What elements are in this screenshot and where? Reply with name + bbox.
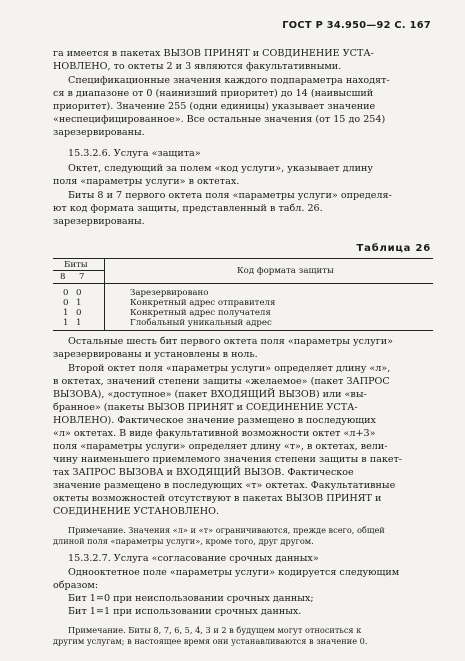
text-line: ся в диапазоне от 0 (наинизший приоритет) до 14 (наивысший bbox=[53, 88, 374, 99]
text-line: в октетах, значений степени защиты «желаемое» (пакет ЗАПРОС bbox=[53, 376, 390, 387]
text-line: Второй октет поля «параметры услуги» определяет длину «л», bbox=[68, 363, 391, 374]
text-line: га имеется в пакетах ВЫЗОВ ПРИНЯТ и СОВДИНЕНИЕ УСТА- bbox=[53, 48, 374, 59]
table-head-bit8: 8 bbox=[60, 272, 66, 282]
table-head-code: Код формата защиты bbox=[237, 266, 334, 276]
text-line: «л» октетах. В виде факультативной возможности октет «л+3» bbox=[53, 428, 376, 439]
table-cell-b7: 0 bbox=[76, 288, 82, 298]
note-line: другим услугам; в настоящее время они устанавливаются в значение 0. bbox=[53, 636, 368, 646]
table-head-bits: Биты bbox=[64, 260, 88, 270]
table-cell-code: Конкретный адрес получателя bbox=[130, 308, 271, 318]
text-line: значение размещено в последующих «т» октетах. Факультативные bbox=[53, 480, 396, 491]
table-head-bit7: 7 bbox=[79, 272, 85, 282]
text-line: зарезервированы. bbox=[53, 127, 145, 138]
text-line: НОВЛЕНО, то октеты 2 и 3 являются факультативными. bbox=[53, 61, 342, 72]
table-title: Таблица 26 bbox=[356, 243, 431, 254]
table-cell-b7: 1 bbox=[76, 318, 82, 328]
table-col-divider bbox=[104, 258, 105, 330]
text-line: СОЕДИНЕНИЕ УСТАНОВЛЕНО. bbox=[53, 506, 220, 517]
text-line: поля «параметры услуги» определяет длину «т», в октетах, вели- bbox=[53, 441, 388, 452]
table-cell-b8: 0 bbox=[63, 298, 69, 308]
text-line: октеты возможностей отсутствуют в пакетах ВЫЗОВ ПРИНЯТ и bbox=[53, 493, 382, 504]
text-line: ют код формата защиты, представленный в табл. 26. bbox=[53, 203, 323, 214]
table-cell-b8: 0 bbox=[63, 288, 69, 298]
text-line: зарезервированы. bbox=[53, 216, 145, 227]
page-header: ГОСТ Р 34.950—92 С. 167 bbox=[282, 20, 431, 31]
text-line: тах ЗАПРОС ВЫЗОВА и ВХОДЯЩИЙ ВЫЗОВ. Фактическое bbox=[53, 467, 354, 478]
table-cell-b7: 1 bbox=[76, 298, 82, 308]
table-cell-b8: 1 bbox=[63, 318, 69, 328]
text-line: ВЫЗОВА), «доступное» (пакет ВХОДЯЩИЙ ВЫЗОВ) или «вы- bbox=[53, 389, 367, 400]
text-line: Бит 1=0 при неиспользовании срочных данных; bbox=[68, 593, 314, 604]
text-line: Спецификационные значения каждого подпараметра находят- bbox=[68, 75, 390, 86]
text-line: чину наименьшего приемлемого значения степени защиты в пакет- bbox=[53, 454, 403, 465]
table-bits-subrule bbox=[53, 270, 104, 271]
section-heading: 15.3.2.6. Услуга «защита» bbox=[68, 148, 201, 159]
table-cell-b8: 1 bbox=[63, 308, 69, 318]
table-cell-code: Зарезервировано bbox=[130, 288, 209, 298]
text-line: Однооктетное поле «параметры услуги» кодируется следующим bbox=[68, 567, 400, 578]
table-cell-code: Конкретный адрес отправителя bbox=[130, 298, 276, 308]
note-line: Примечание. Значения «л» и «т» ограничиваются, прежде всего, общей bbox=[68, 525, 385, 535]
table-cell-b7: 0 bbox=[76, 308, 82, 318]
text-line: Бит 1=1 при использовании срочных данных. bbox=[68, 606, 302, 617]
text-line: Биты 8 и 7 первого октета поля «параметры услуги» определя- bbox=[68, 190, 392, 201]
text-line: Остальные шесть бит первого октета поля «параметры услуги» bbox=[68, 336, 394, 347]
section-heading: 15.3.2.7. Услуга «согласование срочных данных» bbox=[68, 553, 319, 564]
text-line: поля «параметры услуги» в октетах. bbox=[53, 176, 240, 187]
text-line: образом: bbox=[53, 580, 99, 591]
table-rule-top bbox=[53, 258, 433, 259]
note-line: длиной поля «параметры услуги», кроме того, друг другом. bbox=[53, 536, 314, 546]
text-line: НОВЛЕНО). Фактическое значение размещено в последующих bbox=[53, 415, 376, 426]
text-line: бранное» (пакеты ВЫЗОВ ПРИНЯТ и СОЕДИНЕНИЕ УСТА- bbox=[53, 402, 358, 413]
note-line: Примечание. Биты 8, 7, 6, 5, 4, 3 и 2 в будущем могут относиться к bbox=[68, 625, 362, 635]
text-line: Октет, следующий за полем «код услуги», указывает длину bbox=[68, 163, 374, 174]
text-line: зарезервированы и установлены в ноль. bbox=[53, 349, 258, 360]
text-line: приоритет). Значение 255 (одни единицы) указывает значение bbox=[53, 101, 376, 112]
table-rule-bottom bbox=[53, 330, 433, 331]
text-line: «неспецифицированное». Все остальные значения (от 15 до 254) bbox=[53, 114, 386, 125]
table-cell-code: Глобальный уникальный адрес bbox=[130, 318, 272, 328]
table-rule-header bbox=[53, 283, 433, 284]
